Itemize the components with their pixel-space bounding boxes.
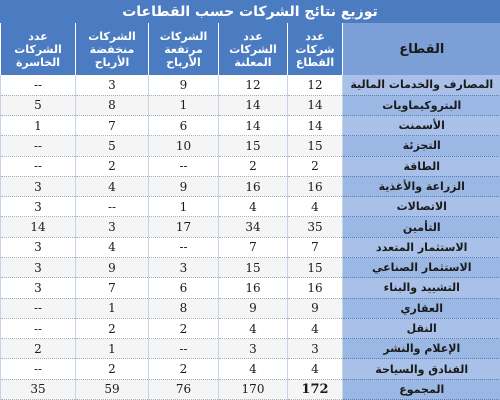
cell-increase: 6 bbox=[149, 116, 219, 136]
title-bar bbox=[0, 0, 500, 23]
cell-increase: 9 bbox=[149, 75, 219, 95]
cell-sector: التشييد والبناء bbox=[343, 278, 500, 298]
cell-total: 9 bbox=[288, 298, 343, 318]
header-total: عدد شركات القطاع bbox=[288, 23, 343, 75]
cell-increase: 17 bbox=[149, 217, 219, 237]
cell-announced: 14 bbox=[219, 95, 288, 115]
cell-losing: -- bbox=[1, 359, 76, 379]
cell-decrease: 9 bbox=[76, 258, 149, 278]
cell-announced: 16 bbox=[219, 278, 288, 298]
cell-announced: 7 bbox=[219, 237, 288, 257]
cell-sector: التجزئة bbox=[343, 136, 500, 156]
cell-announced: 14 bbox=[219, 116, 288, 136]
cell-announced: 12 bbox=[219, 75, 288, 95]
header-row bbox=[1, 23, 500, 75]
cell-increase: 8 bbox=[149, 298, 219, 318]
cell-total: 16 bbox=[288, 176, 343, 196]
cell-sector: التأمين bbox=[343, 217, 500, 237]
cell-losing: -- bbox=[1, 318, 76, 338]
cell-sector: البتروكيماويات bbox=[343, 95, 500, 115]
cell-losing: -- bbox=[1, 136, 76, 156]
cell-sector: الزراعة والأغذية bbox=[343, 176, 500, 196]
cell-losing: 2 bbox=[1, 339, 76, 359]
table-row bbox=[1, 318, 500, 338]
cell-sector: الطاقة bbox=[343, 156, 500, 176]
table-row bbox=[1, 156, 500, 176]
cell-total: 4 bbox=[288, 359, 343, 379]
table-row bbox=[1, 75, 500, 95]
cell-total: 14 bbox=[288, 95, 343, 115]
table-row bbox=[1, 217, 500, 237]
cell-losing: 3 bbox=[1, 197, 76, 217]
cell-increase: 76 bbox=[149, 379, 219, 399]
cell-sector: المصارف والخدمات المالية bbox=[343, 75, 500, 95]
table-body bbox=[1, 75, 500, 400]
cell-decrease: 2 bbox=[76, 156, 149, 176]
cell-decrease: 2 bbox=[76, 359, 149, 379]
cell-increase: 10 bbox=[149, 136, 219, 156]
cell-total: 4 bbox=[288, 318, 343, 338]
cell-total: 3 bbox=[288, 339, 343, 359]
cell-total: 14 bbox=[288, 116, 343, 136]
table-row bbox=[1, 359, 500, 379]
cell-decrease: 7 bbox=[76, 278, 149, 298]
cell-announced: 170 bbox=[219, 379, 288, 399]
cell-increase: 6 bbox=[149, 278, 219, 298]
cell-sector: النقل bbox=[343, 318, 500, 338]
cell-losing: -- bbox=[1, 75, 76, 95]
cell-decrease: 1 bbox=[76, 339, 149, 359]
cell-increase: 2 bbox=[149, 359, 219, 379]
cell-announced: 9 bbox=[219, 298, 288, 318]
table-row bbox=[1, 116, 500, 136]
cell-total: 4 bbox=[288, 197, 343, 217]
cell-sector: الفنادق والسياحة bbox=[343, 359, 500, 379]
header-increase: الشركات مرتفعة الأرباح bbox=[149, 23, 219, 75]
cell-increase: 3 bbox=[149, 258, 219, 278]
cell-announced: 3 bbox=[219, 339, 288, 359]
cell-losing: 3 bbox=[1, 176, 76, 196]
table-row bbox=[1, 258, 500, 278]
cell-decrease: 5 bbox=[76, 136, 149, 156]
cell-decrease: 2 bbox=[76, 318, 149, 338]
table-row bbox=[1, 95, 500, 115]
cell-losing: -- bbox=[1, 298, 76, 318]
table-row bbox=[1, 298, 500, 318]
cell-decrease: 59 bbox=[76, 379, 149, 399]
cell-total: 2 bbox=[288, 156, 343, 176]
header-decrease: الشركات منخفضة الأرباح bbox=[76, 23, 149, 75]
cell-losing: 5 bbox=[1, 95, 76, 115]
cell-decrease: 3 bbox=[76, 217, 149, 237]
cell-decrease: 7 bbox=[76, 116, 149, 136]
table-row bbox=[1, 136, 500, 156]
table-row bbox=[1, 237, 500, 257]
cell-sector: الاتصالات bbox=[343, 197, 500, 217]
cell-increase: -- bbox=[149, 237, 219, 257]
header-sector: القطاع bbox=[343, 23, 500, 75]
cell-total: 172 bbox=[288, 379, 343, 399]
cell-losing: 1 bbox=[1, 116, 76, 136]
cell-losing: 3 bbox=[1, 258, 76, 278]
cell-decrease: -- bbox=[76, 197, 149, 217]
cell-sector: المجموع bbox=[343, 379, 500, 399]
cell-increase: 2 bbox=[149, 318, 219, 338]
cell-losing: 35 bbox=[1, 379, 76, 399]
cell-decrease: 8 bbox=[76, 95, 149, 115]
cell-decrease: 4 bbox=[76, 176, 149, 196]
cell-announced: 4 bbox=[219, 318, 288, 338]
cell-increase: 9 bbox=[149, 176, 219, 196]
cell-increase: -- bbox=[149, 339, 219, 359]
cell-total: 35 bbox=[288, 217, 343, 237]
cell-announced: 4 bbox=[219, 359, 288, 379]
cell-announced: 15 bbox=[219, 258, 288, 278]
table-row bbox=[1, 278, 500, 298]
cell-total: 15 bbox=[288, 258, 343, 278]
cell-total: 7 bbox=[288, 237, 343, 257]
cell-decrease: 1 bbox=[76, 298, 149, 318]
table-row bbox=[1, 197, 500, 217]
cell-sector: الأسمنت bbox=[343, 116, 500, 136]
table-row bbox=[1, 339, 500, 359]
cell-losing: 3 bbox=[1, 278, 76, 298]
total-row bbox=[1, 379, 500, 399]
cell-total: 12 bbox=[288, 75, 343, 95]
cell-decrease: 3 bbox=[76, 75, 149, 95]
cell-decrease: 4 bbox=[76, 237, 149, 257]
cell-announced: 4 bbox=[219, 197, 288, 217]
cell-losing: 3 bbox=[1, 237, 76, 257]
cell-total: 16 bbox=[288, 278, 343, 298]
cell-sector: الاستثمار الصناعي bbox=[343, 258, 500, 278]
cell-increase: -- bbox=[149, 156, 219, 176]
cell-sector: الاستثمار المتعدد bbox=[343, 237, 500, 257]
cell-sector: الإعلام والنشر bbox=[343, 339, 500, 359]
table-row bbox=[1, 176, 500, 196]
results-table bbox=[0, 23, 500, 400]
header-announced: عدد الشركات المعلنة bbox=[219, 23, 288, 75]
cell-increase: 1 bbox=[149, 197, 219, 217]
cell-total: 15 bbox=[288, 136, 343, 156]
cell-announced: 15 bbox=[219, 136, 288, 156]
cell-increase: 1 bbox=[149, 95, 219, 115]
cell-sector: العقاري bbox=[343, 298, 500, 318]
cell-losing: 14 bbox=[1, 217, 76, 237]
cell-announced: 34 bbox=[219, 217, 288, 237]
table-title: توزيع نتائج الشركات حسب القطاعات bbox=[122, 3, 378, 20]
cell-announced: 2 bbox=[219, 156, 288, 176]
header-losing: عدد الشركات الخاسرة bbox=[1, 23, 76, 75]
cell-announced: 16 bbox=[219, 176, 288, 196]
cell-losing: -- bbox=[1, 156, 76, 176]
